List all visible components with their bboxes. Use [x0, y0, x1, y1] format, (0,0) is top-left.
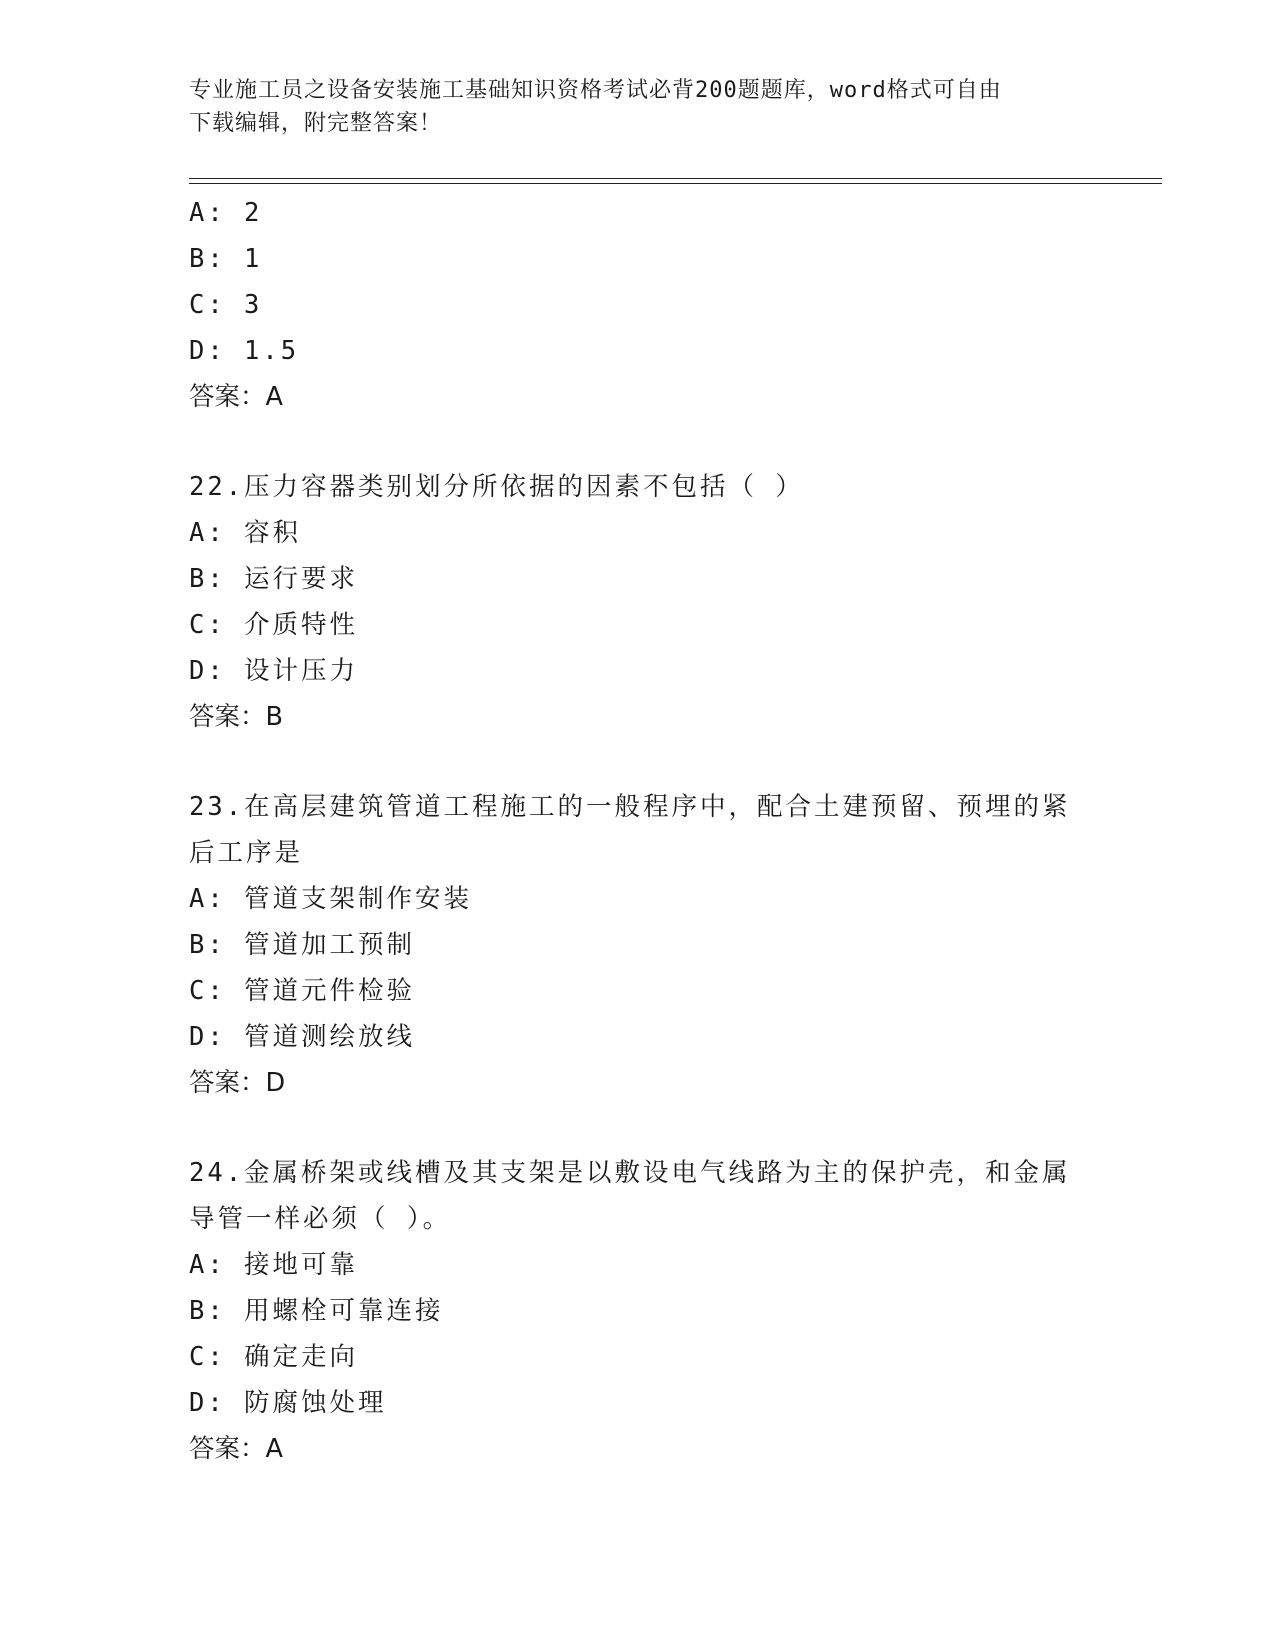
question-21-continued	[189, 190, 1089, 420]
question-text: 22.压力容器类别划分所依据的因素不包括（ ）	[189, 472, 804, 502]
header-line-2: 下载编辑，附完整答案！	[189, 111, 443, 136]
answer-line: 答案：B	[189, 702, 283, 732]
option-c: C: 3	[189, 290, 263, 320]
option-d: D: 管道测绘放线	[189, 1022, 416, 1052]
document-header	[189, 74, 1089, 140]
question-text: 24.金属桥架或线槽及其支架是以敷设电气线路为主的保护壳，和金属	[189, 1158, 1071, 1188]
header-divider-top	[189, 178, 1162, 179]
option-d: D: 设计压力	[189, 656, 359, 686]
option-b: B: 运行要求	[189, 564, 359, 594]
option-a: A: 容积	[189, 518, 302, 548]
option-b: B: 1	[189, 244, 263, 274]
answer-line: 答案：D	[189, 1068, 286, 1098]
question-text-continued: 导管一样必须（ ）。	[189, 1204, 452, 1234]
question-22	[189, 464, 1089, 740]
option-a: A: 管道支架制作安装	[189, 884, 473, 914]
option-b: B: 用螺栓可靠连接	[189, 1296, 444, 1326]
option-c: C: 介质特性	[189, 610, 359, 640]
option-d: D: 1.5	[189, 336, 300, 366]
option-b: B: 管道加工预制	[189, 930, 416, 960]
option-a: A: 2	[189, 198, 263, 228]
option-d: D: 防腐蚀处理	[189, 1388, 387, 1418]
answer-line: 答案：A	[189, 1434, 283, 1464]
option-c: C: 确定走向	[189, 1342, 359, 1372]
question-list	[189, 190, 1089, 1472]
header-line-1: 专业施工员之设备安装施工基础知识资格考试必背200题题库，word格式可自由	[189, 78, 1002, 103]
question-text-continued: 后工序是	[189, 838, 304, 868]
option-a: A: 接地可靠	[189, 1250, 359, 1280]
question-text: 23.在高层建筑管道工程施工的一般程序中，配合土建预留、预埋的紧	[189, 792, 1071, 822]
header-divider-bottom	[189, 183, 1162, 184]
answer-line: 答案：A	[189, 382, 283, 412]
option-c: C: 管道元件检验	[189, 976, 416, 1006]
question-24	[189, 1150, 1089, 1472]
question-23	[189, 784, 1089, 1106]
